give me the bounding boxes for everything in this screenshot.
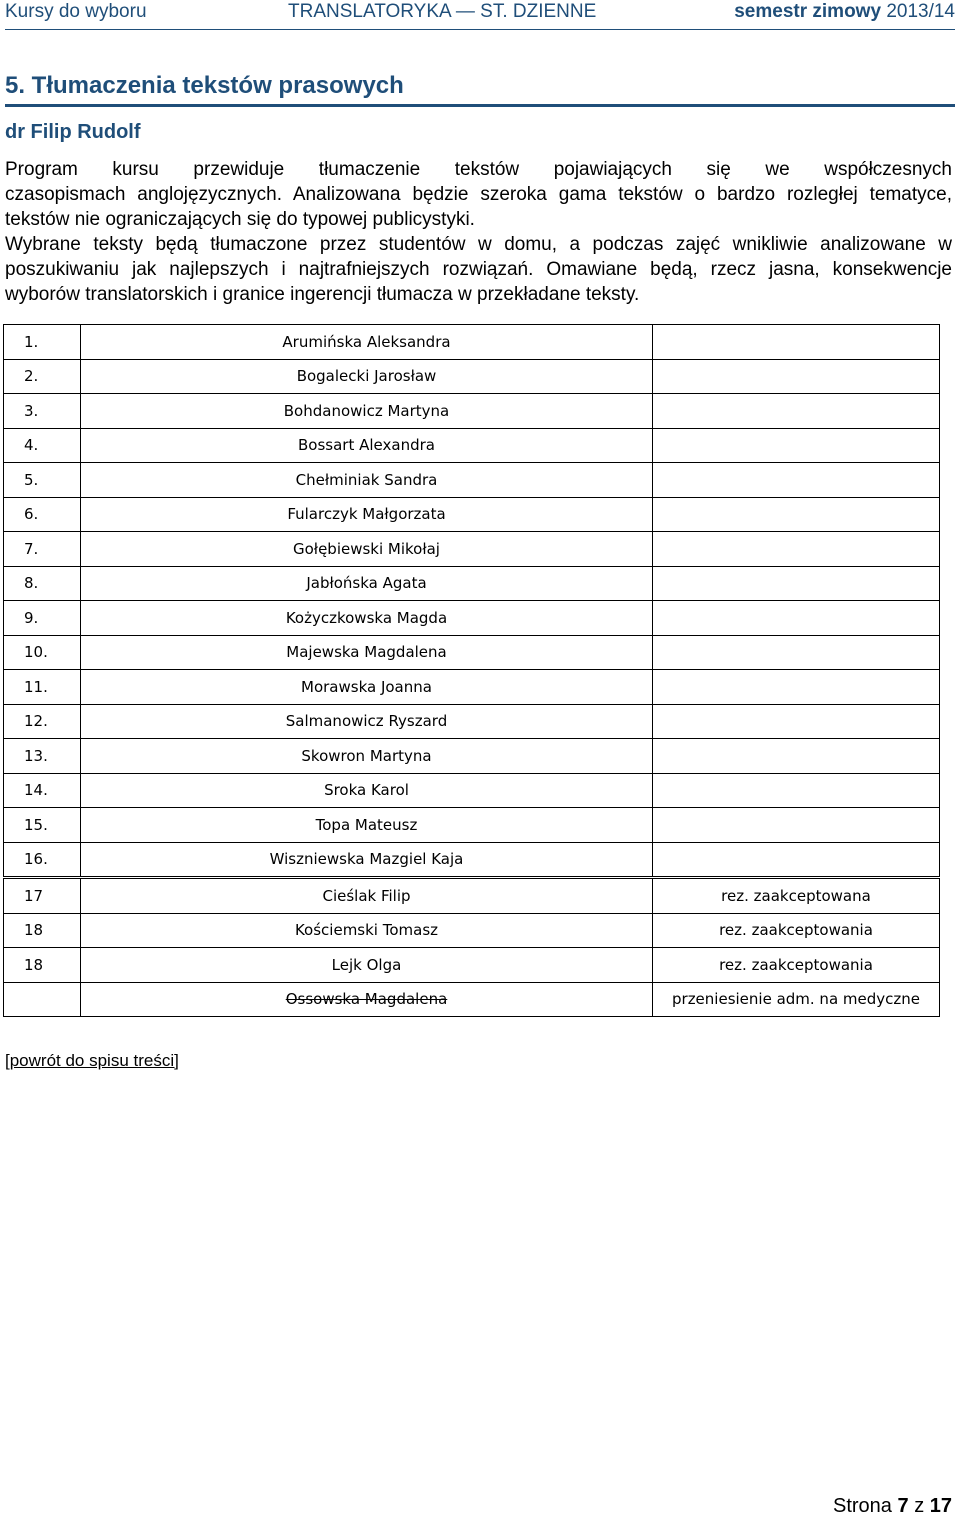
student-name: Salmanowicz Ryszard: [81, 704, 653, 739]
student-name: Majewska Magdalena: [81, 635, 653, 670]
table-row: [4, 428, 940, 463]
row-note: rez. zaakceptowana: [653, 878, 940, 914]
title-divider: [5, 104, 955, 107]
row-note: [653, 532, 940, 567]
student-name: Bohdanowicz Martyna: [81, 394, 653, 429]
student-name: Topa Mateusz: [81, 808, 653, 843]
row-number: 4.: [4, 428, 81, 463]
student-roster-table: [3, 324, 940, 1017]
student-name: Lejk Olga: [81, 948, 653, 983]
row-note: [653, 739, 940, 774]
student-name: Kościemski Tomasz: [81, 913, 653, 948]
row-number: 12.: [4, 704, 81, 739]
student-name: Bogalecki Jarosław: [81, 359, 653, 394]
row-number: 8.: [4, 566, 81, 601]
row-number: 10.: [4, 635, 81, 670]
table-row: [4, 359, 940, 394]
row-number: 16.: [4, 842, 81, 878]
student-name: Ossowska Magdalena: [81, 982, 653, 1017]
table-row: [4, 878, 940, 914]
student-name: Gołębiewski Mikołaj: [81, 532, 653, 567]
table-row: [4, 670, 940, 705]
row-number: 15.: [4, 808, 81, 843]
row-note: [653, 359, 940, 394]
table-row: [4, 808, 940, 843]
row-number: 7.: [4, 532, 81, 567]
table-row: [4, 913, 940, 948]
row-note: [653, 842, 940, 878]
student-name: Cieślak Filip: [81, 878, 653, 914]
table-row: [4, 704, 940, 739]
table-row: [4, 394, 940, 429]
header-year: 2013/14: [886, 1, 955, 22]
header-divider: [5, 29, 955, 30]
table-row: [4, 773, 940, 808]
row-number: 2.: [4, 359, 81, 394]
back-to-contents-link[interactable]: [powrót do spisu treści]: [5, 1051, 179, 1070]
row-number: 9.: [4, 601, 81, 636]
row-number: 18: [4, 948, 81, 983]
page-sep: z: [914, 1495, 925, 1517]
table-row: [4, 739, 940, 774]
row-number: 3.: [4, 394, 81, 429]
row-number: 14.: [4, 773, 81, 808]
table-row: [4, 948, 940, 983]
student-name: Wiszniewska Mazgiel Kaja: [81, 842, 653, 878]
page-current: 7: [897, 1495, 909, 1517]
row-note: [653, 394, 940, 429]
row-number: 6.: [4, 497, 81, 532]
table-row: [4, 463, 940, 498]
row-number: 18: [4, 913, 81, 948]
table-row: [4, 566, 940, 601]
row-note: rez. zaakceptowania: [653, 913, 940, 948]
row-note: [653, 670, 940, 705]
student-name: Bossart Alexandra: [81, 428, 653, 463]
page-total: 17: [929, 1495, 952, 1517]
student-name: Chełminiak Sandra: [81, 463, 653, 498]
student-name: Jabłońska Agata: [81, 566, 653, 601]
table-row: [4, 842, 940, 878]
student-name: Morawska Joanna: [81, 670, 653, 705]
row-number: 17: [4, 878, 81, 914]
row-note: [653, 428, 940, 463]
student-name: Fularczyk Małgorzata: [81, 497, 653, 532]
header-left: Kursy do wyboru: [5, 1, 147, 22]
table-row: [4, 601, 940, 636]
row-number: [4, 982, 81, 1017]
table-row: [4, 325, 940, 360]
student-name: Kożyczkowska Magda: [81, 601, 653, 636]
header-right: [734, 1, 955, 23]
page-header: [5, 0, 955, 26]
row-note: [653, 773, 940, 808]
row-note: [653, 704, 940, 739]
row-number: 13.: [4, 739, 81, 774]
row-number: 11.: [4, 670, 81, 705]
header-center: TRANSLATORYKA — ST. DZIENNE: [288, 1, 597, 22]
row-note: rez. zaakceptowania: [653, 948, 940, 983]
course-description: [5, 157, 952, 307]
description-line-1: Program kursu przewiduje tłumaczenie tekstów pojawiających się we współczesnych: [5, 159, 952, 180]
student-name: Skowron Martyna: [81, 739, 653, 774]
row-note: [653, 497, 940, 532]
table-row: [4, 497, 940, 532]
header-semester: semestr zimowy: [734, 1, 882, 22]
row-note: [653, 808, 940, 843]
course-author: dr Filip Rudolf: [5, 121, 141, 143]
row-note: [653, 601, 940, 636]
row-note: [653, 635, 940, 670]
row-note: [653, 463, 940, 498]
description-paragraph-1: czasopismach anglojęzycznych. Analizowana będzie szeroka gama tekstów o bardzo rozległej tematyce, tekstów nie ograniczających się do typowej publicystyki.: [5, 184, 952, 230]
table-row: [4, 635, 940, 670]
table-row: [4, 532, 940, 567]
student-name: Arumińska Aleksandra: [81, 325, 653, 360]
table-row: [4, 982, 940, 1017]
student-name: Sroka Karol: [81, 773, 653, 808]
description-paragraph-2: Wybrane teksty będą tłumaczone przez studentów w domu, a podczas zajęć wnikliwie analizowane w poszukiwaniu jak najlepszych i najtrafniejszych rozwiązań. Omawiane będą, rzecz jasna, konsekwencje wyborów translatorskich i granice ingerencji tłumacza w przekładane teksty.: [5, 234, 952, 305]
row-note: przeniesienie adm. na medyczne: [653, 982, 940, 1017]
page-label: Strona: [833, 1495, 892, 1517]
section-title: 5. Tłumaczenia tekstów prasowych: [5, 72, 404, 99]
row-number: 5.: [4, 463, 81, 498]
row-number: 1.: [4, 325, 81, 360]
row-note: [653, 325, 940, 360]
row-note: [653, 566, 940, 601]
